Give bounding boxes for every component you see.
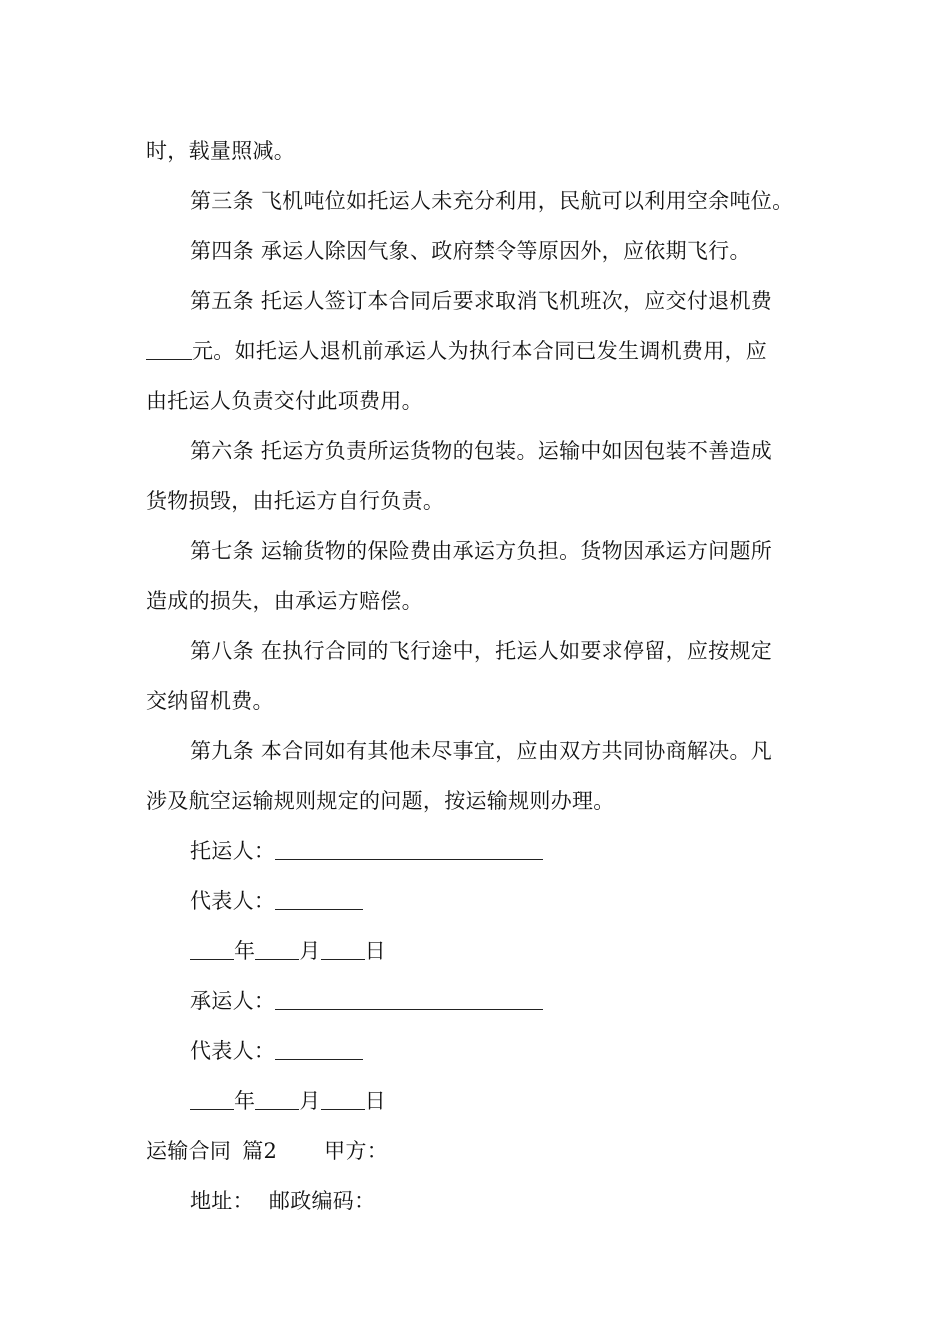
rep2-blank	[275, 1041, 363, 1060]
rep1-blank	[275, 891, 363, 910]
shipper-signature-line	[190, 826, 870, 876]
article-5-end: 由托运人负责交付此项费用。	[146, 389, 423, 413]
year-blank	[190, 941, 234, 960]
rep1-signature-line	[190, 876, 870, 926]
year-label: 年	[234, 1089, 256, 1113]
contract-title: 运输合同	[146, 1139, 232, 1163]
article-9: 第九条 本合同如有其他未尽事宜，应由双方共同协商解决。凡	[190, 739, 773, 763]
day-blank	[321, 1091, 365, 1110]
shipper-label: 托运人：	[190, 839, 276, 863]
carrier-label: 承运人：	[190, 989, 276, 1013]
article-4: 第四条 承运人除因气象、政府禁令等原因外，应依期飞行。	[190, 239, 751, 263]
article-5-cont	[146, 326, 826, 376]
month-blank	[255, 1091, 299, 1110]
party-a-label: 甲方：	[324, 1139, 389, 1163]
date1-line	[190, 926, 870, 976]
contract-part: 篇2	[242, 1139, 278, 1163]
year-blank	[190, 1091, 234, 1110]
article-8-cont: 交纳留机费。	[146, 689, 274, 713]
address-label: 地址：	[190, 1189, 254, 1213]
article-3: 第三条 飞机吨位如托运人未充分利用，民航可以利用空余吨位。	[190, 189, 794, 213]
article-6: 第六条 托运方负责所运货物的包装。运输中如因包装不善造成	[190, 439, 773, 463]
article-6-cont: 货物损毁，由托运方自行负责。	[146, 489, 445, 513]
day-label: 日	[364, 939, 386, 963]
carrier-signature-line	[190, 976, 870, 1026]
month-label: 月	[299, 939, 321, 963]
article-8: 第八条 在执行合同的飞行途中，托运人如要求停留，应按规定	[190, 639, 773, 663]
address-line	[190, 1176, 870, 1226]
date2-line	[190, 1076, 870, 1126]
month-label: 月	[299, 1089, 321, 1113]
next-contract-header	[146, 1126, 826, 1176]
day-label: 日	[364, 1089, 386, 1113]
year-label: 年	[234, 939, 256, 963]
day-blank	[321, 941, 365, 960]
carrier-blank	[275, 991, 543, 1010]
rep2-signature-line	[190, 1026, 870, 1076]
amount-blank	[146, 341, 192, 360]
article-5-cont-text: 元。如托运人退机前承运人为执行本合同已发生调机费用，应	[192, 339, 768, 363]
rep2-label: 代表人：	[190, 1039, 276, 1063]
article-7: 第七条 运输货物的保险费由承运方负担。货物因承运方问题所	[190, 539, 773, 563]
postcode-label: 邮政编码：	[268, 1189, 376, 1213]
article-5: 第五条 托运人签订本合同后要求取消飞机班次，应交付退机费	[190, 289, 773, 313]
article-9-cont: 涉及航空运输规则规定的问题，按运输规则办理。	[146, 789, 615, 813]
article-7-cont: 造成的损失，由承运方赔偿。	[146, 589, 423, 613]
month-blank	[255, 941, 299, 960]
shipper-blank	[275, 841, 543, 860]
rep1-label: 代表人：	[190, 889, 276, 913]
paragraph-line: 时，载量照减。	[146, 139, 296, 163]
